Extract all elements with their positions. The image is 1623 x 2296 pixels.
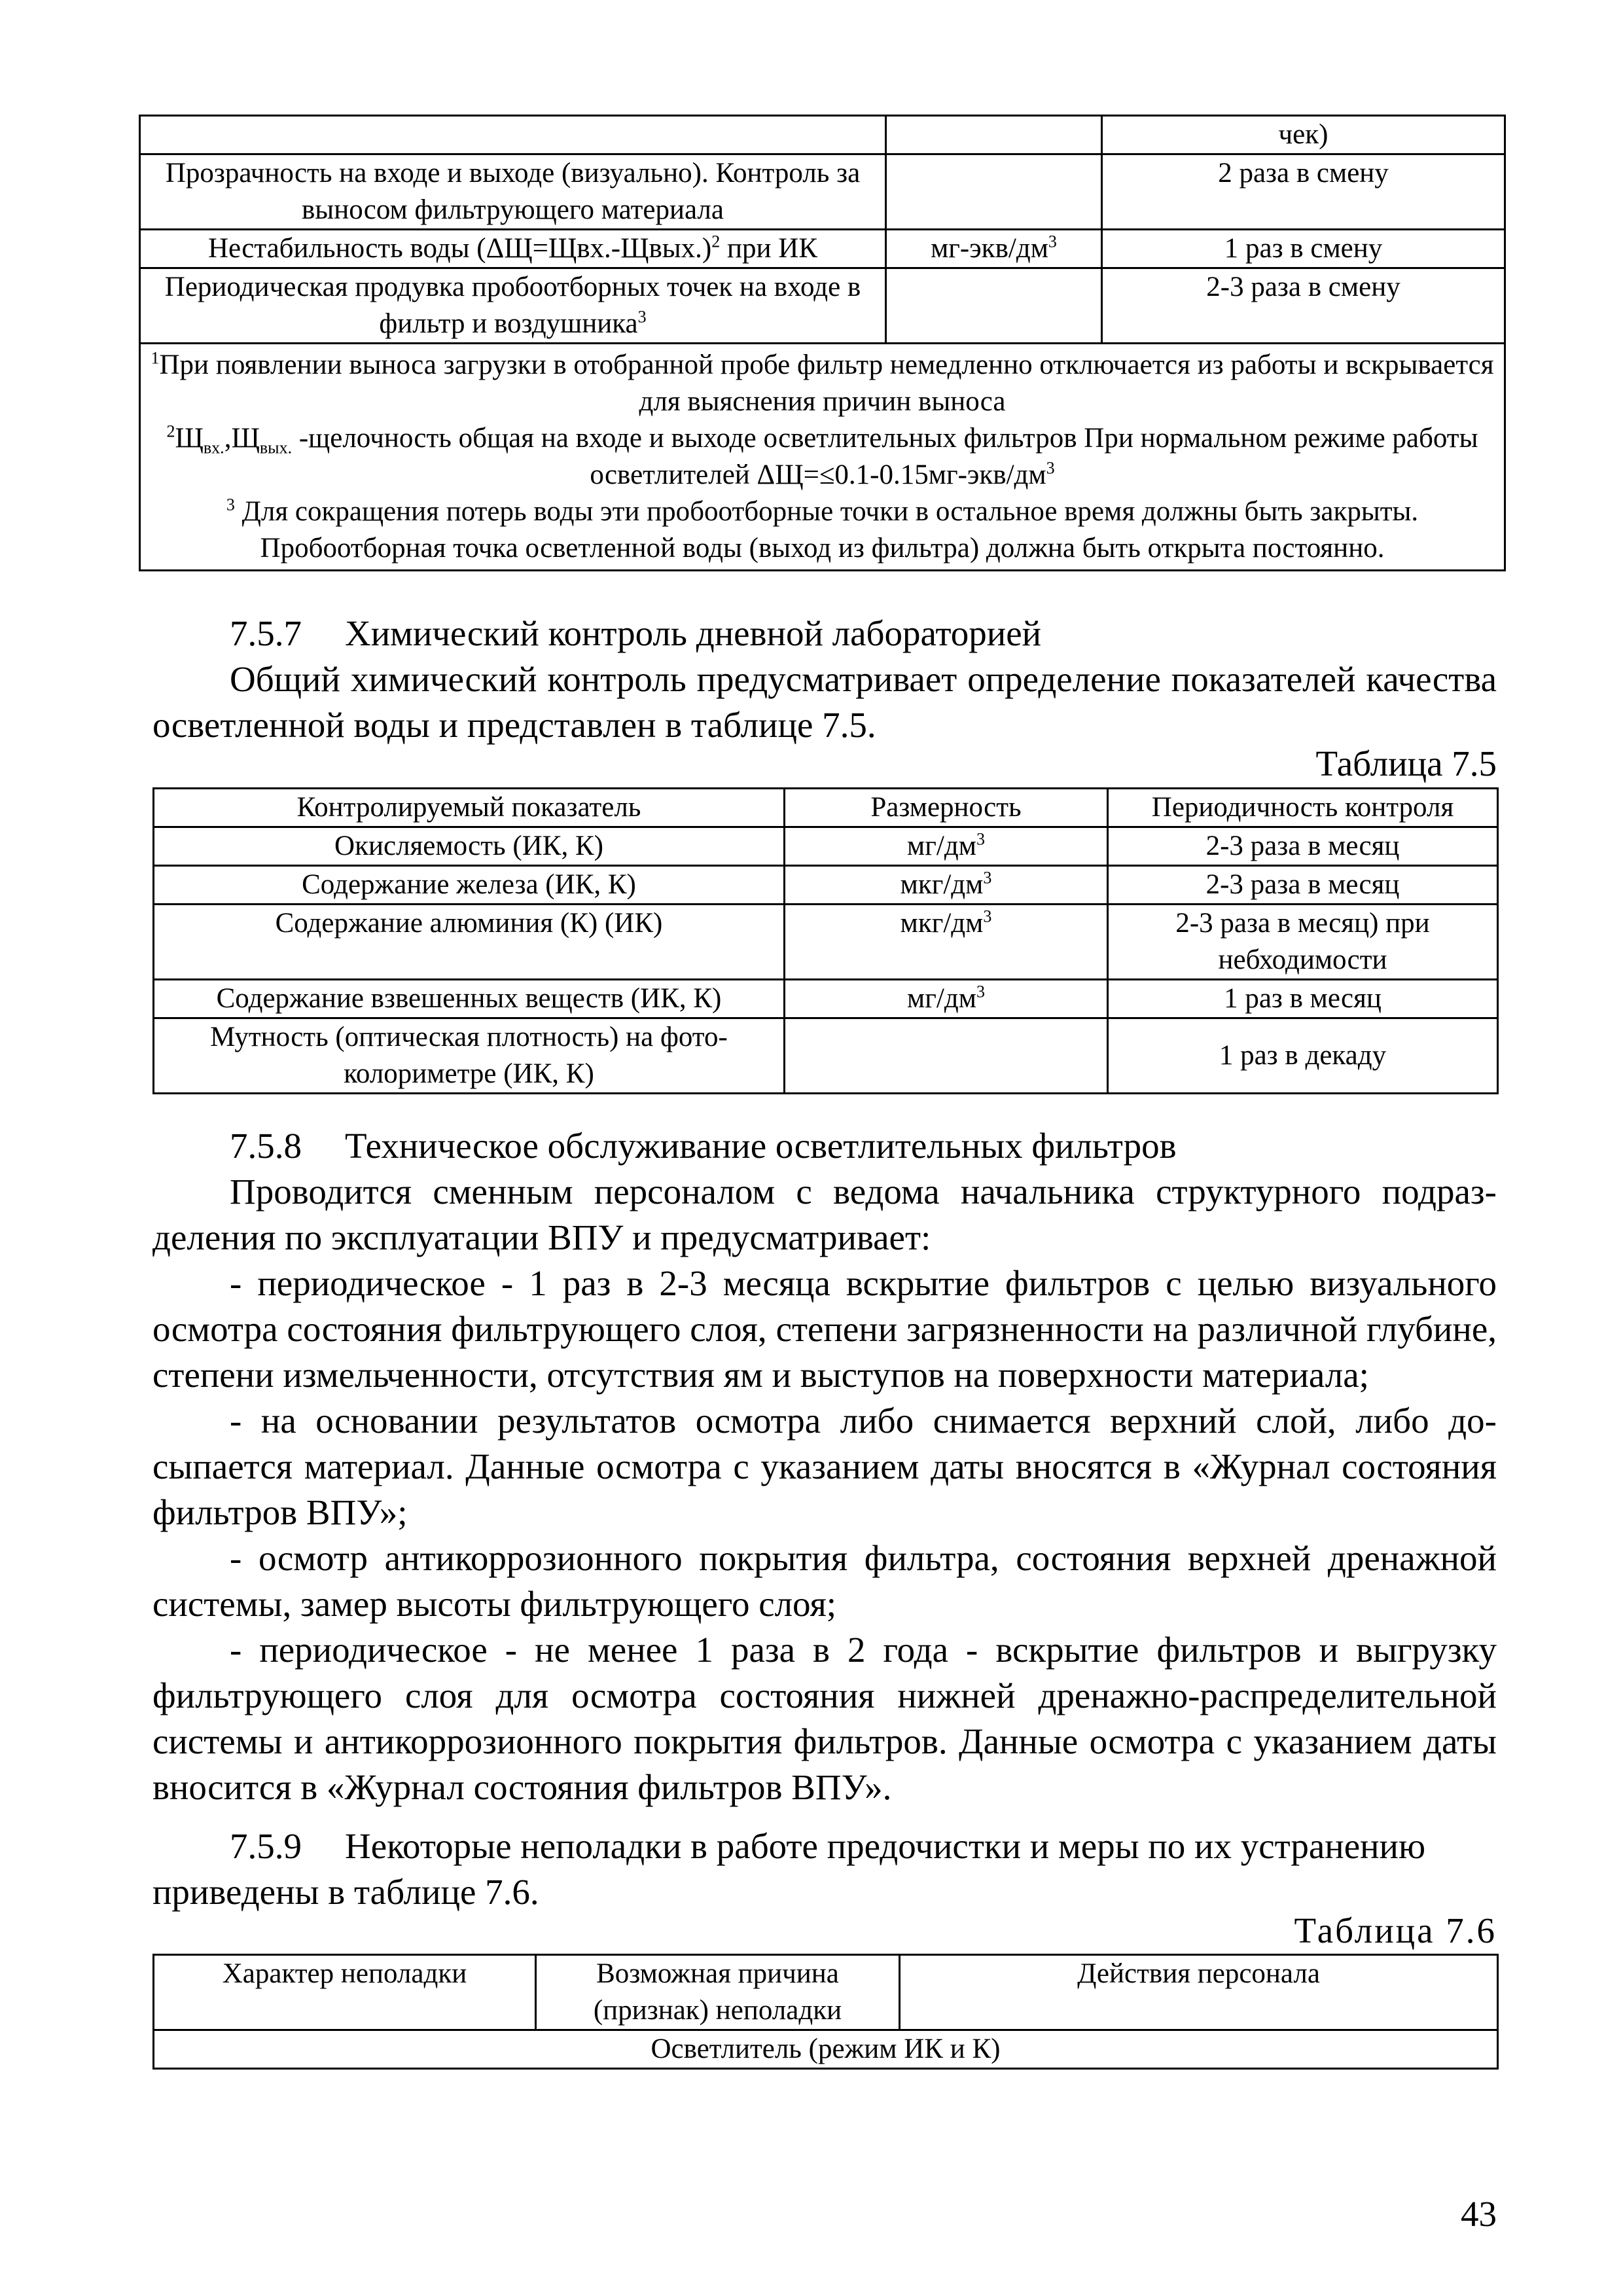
table-cell	[886, 116, 1102, 154]
cell-text: при ИК	[720, 233, 818, 264]
table-cell	[785, 1018, 1108, 1094]
paragraph-continuation: приведены в таблице 7.6.	[152, 1872, 539, 1912]
table-cell	[140, 230, 886, 268]
table-cell: Прозрачность на входе и выходе (визуально). Контроль за выносом фильтрующего материала	[140, 154, 886, 230]
cell-text: Нестабильность воды (ΔЩ=Щвх.-Щвых.)	[207, 233, 712, 264]
footnote-2	[150, 420, 1495, 493]
column-header: Периодичность контроля	[1108, 789, 1498, 827]
column-header: Размерность	[785, 789, 1108, 827]
footnote-marker: 2	[166, 422, 175, 441]
table-cell: 2-3 раза в месяц) при небходимости	[1108, 905, 1498, 980]
table-cell: 1 раз в декаду	[1108, 1018, 1498, 1094]
paragraph: Общий химический контроль предусматривает определение показателей качества осветленной воды и представлен в таблице 7.5.	[152, 659, 1497, 745]
unit-text: мг-экв/дм	[931, 233, 1048, 264]
table-cell: 2-3 раза в месяц	[1108, 827, 1498, 866]
paragraph	[152, 1823, 1497, 1869]
subheader-cell: Осветлитель (режим ИК и К)	[154, 2030, 1498, 2069]
table-7-5	[152, 787, 1499, 1094]
column-header: Контролируемый показатель	[154, 789, 785, 827]
monitoring-table-continued	[139, 115, 1506, 571]
superscript: 3	[976, 829, 985, 849]
table-cell	[886, 268, 1102, 344]
cell-text: Периодическая продувка пробоотборных точек на входе в фильтр и воздушника	[164, 272, 861, 339]
table-row	[140, 268, 1505, 344]
table-cell: 2-3 раза в месяц	[1108, 866, 1498, 905]
table-row	[154, 905, 1498, 980]
footnotes-row	[140, 344, 1505, 571]
table-cell: чек)	[1102, 116, 1505, 154]
section-title: Некоторые неполадки в работе предочистки и меры по их устранению	[345, 1826, 1426, 1866]
superscript: 3	[637, 307, 647, 327]
footnotes-cell	[140, 344, 1505, 571]
footnote-text: ,Щ	[224, 423, 260, 454]
unit-text: мг/дм	[907, 831, 976, 861]
section-758-body	[152, 1169, 1497, 1810]
table-cell	[140, 268, 886, 344]
section-number: 7.5.9	[230, 1826, 302, 1866]
footnote-text: -щелочность общая на входе и выходе осветлительных фильтров При нормальном режиме работы осветлителей ΔЩ=≤0.1-0.15мг-экв/дм	[292, 423, 1478, 490]
column-header: Возможная причина (признак) неполадки	[536, 1955, 900, 2030]
superscript: 3	[976, 982, 985, 1001]
table-cell: Содержание алюминия (К) (ИК)	[154, 905, 785, 980]
table-row	[140, 116, 1505, 154]
footnote-text: Щ	[175, 423, 204, 454]
table-cell	[785, 980, 1108, 1018]
table-header-row	[154, 1955, 1498, 2030]
unit-text: мкг/дм	[900, 908, 984, 939]
section-title: Химический контроль дневной лабораторией	[345, 613, 1042, 653]
table-header-row	[154, 789, 1498, 827]
paragraph: Проводится сменным персоналом с ведома начальника структурного подразделения по эксплуатации ВПУ и предусматривает:	[152, 1172, 1497, 1257]
table-cell: Содержание железа (ИК, К)	[154, 866, 785, 905]
superscript: 3	[1046, 458, 1055, 478]
section-757-body	[152, 656, 1497, 748]
table-cell: Мутность (оптическая плотность) на фотоколориметре (ИК, К)	[154, 1018, 785, 1094]
table-row	[154, 827, 1498, 866]
table-cell: 2 раза в смену	[1102, 154, 1505, 230]
table-subheader-row	[154, 2030, 1498, 2069]
page-number: 43	[1461, 2194, 1497, 2234]
table-cell	[785, 905, 1108, 980]
section-number: 7.5.7	[230, 613, 302, 653]
section-title: Техническое обслуживание осветлительных фильтров	[345, 1126, 1177, 1166]
table-cell	[785, 827, 1108, 866]
paragraph: - периодическое - не менее 1 раза в 2 года - вскрытие фильтров и выгрузку фильтрующего слоя для осмотра состояния нижней дренажно-распределительной системы и антикоррозионного покрытия фильтров. Данные осмотра с указанием даты вносится в «Журнал состояния фильтров ВПУ».	[152, 1630, 1497, 1807]
superscript: 2	[711, 232, 721, 251]
superscript: 3	[1048, 232, 1057, 251]
table-row	[154, 980, 1498, 1018]
column-header: Действия персонала	[900, 1955, 1498, 2030]
table-cell	[785, 866, 1108, 905]
superscript: 3	[983, 868, 992, 888]
paragraph: - осмотр антикоррозионного покрытия фильтра, состояния верхней дренажной системы, замер высоты фильтрующего слоя;	[152, 1538, 1497, 1624]
section-759-body	[152, 1823, 1497, 1915]
table-caption-7-5: Таблица 7.5	[1315, 744, 1497, 783]
table-row	[140, 230, 1505, 268]
table-cell: Окисляемость (ИК, К)	[154, 827, 785, 866]
table-cell	[886, 154, 1102, 230]
table-row	[154, 866, 1498, 905]
table-cell: 1 раз в месяц	[1108, 980, 1498, 1018]
table-caption-7-6: Таблица 7.6	[1294, 1910, 1497, 1950]
subscript: вх.	[203, 438, 224, 457]
paragraph: - периодическое - 1 раз в 2-3 месяца вскрытие фильтров с целью визуального осмотра состояния фильтрующего слоя, степени загрязненности на различной глубине, степени измельченности, отсутствия ям и выступов на поверхности материала;	[152, 1263, 1497, 1395]
superscript: 3	[983, 906, 992, 926]
table-7-6	[152, 1954, 1499, 2070]
unit-text: мкг/дм	[900, 869, 984, 900]
table-row	[140, 154, 1505, 230]
table-cell	[140, 116, 886, 154]
column-header: Характер неполадки	[154, 1955, 536, 2030]
unit-text: мг/дм	[907, 983, 976, 1014]
table-cell: Содержание взвешенных веществ (ИК, К)	[154, 980, 785, 1018]
footnote-3	[150, 493, 1495, 567]
section-heading-758	[230, 1123, 1177, 1169]
footnote-marker: 3	[226, 495, 235, 514]
table-cell: 2-3 раза в смену	[1102, 268, 1505, 344]
subscript: вых.	[259, 438, 293, 457]
section-number: 7.5.8	[230, 1126, 302, 1166]
section-heading-757	[230, 611, 1041, 656]
footnote-text: При появлении выноса загрузки в отобранной пробе фильтр немедленно отключается из работы и вскрывается для выяснения причин выноса	[159, 350, 1494, 417]
footnote-1	[150, 347, 1495, 420]
table-cell	[886, 230, 1102, 268]
table-row	[154, 1018, 1498, 1094]
footnote-marker: 1	[151, 348, 160, 368]
paragraph: - на основании результатов осмотра либо снимается верхний слой, либо досыпается материал. Данные осмотра с указанием даты вносятся в «Журнал состояния фильтров ВПУ»;	[152, 1401, 1497, 1532]
footnote-text: Для сокращения потерь воды эти пробоотборные точки в остальное время должны быть закрыты. Пробоотборная точка осветленной воды (выход из фильтра) должна быть открыта постоянно.	[234, 496, 1419, 564]
table-cell: 1 раз в смену	[1102, 230, 1505, 268]
